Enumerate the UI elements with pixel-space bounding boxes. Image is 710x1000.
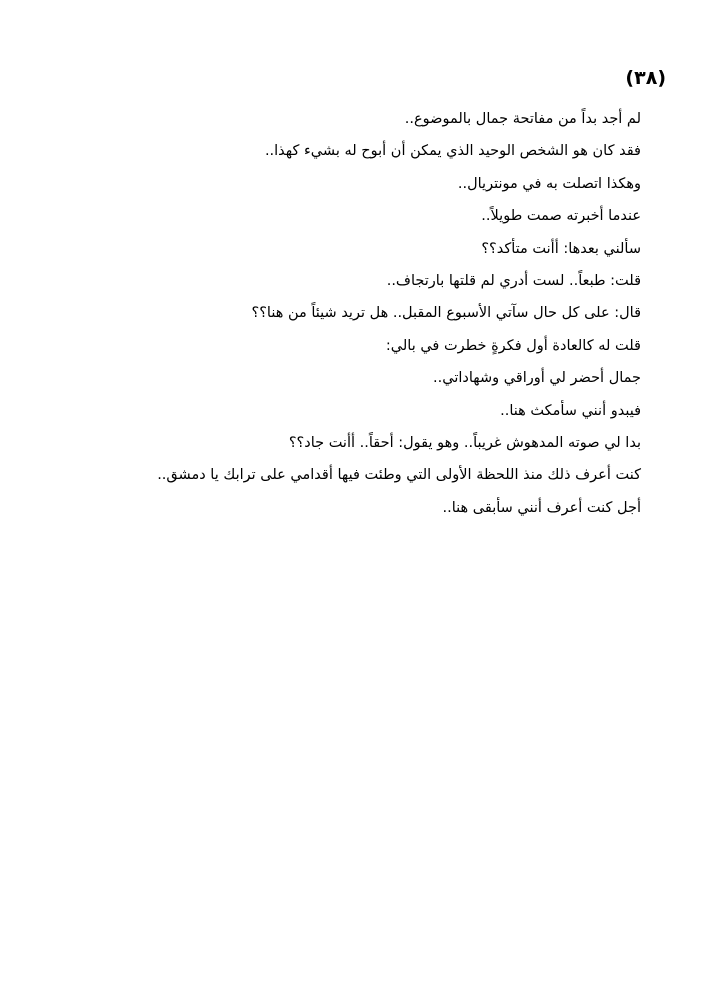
text-line: وهكذا اتصلت به في مونتريال.. [457,175,641,192]
text-line: قلت: طبعاً.. لست أدري لم قلتها بارتجاف.. [386,272,641,289]
text-line: قال: على كل حال سآتي الأسبوع المقبل.. هل تريد شيئاً من هنا؟؟ [251,305,641,322]
text-line: أجل كنت أعرف أنني سأبقى هنا.. [442,499,641,516]
text-line: بدا لي صوته المدهوش غريباً.. وهو يقول: أحقاً.. أأنت جاد؟؟ [288,434,641,451]
page-text [21,103,641,524]
text-line: عندما أخبرته صمت طويلاً.. [481,208,641,225]
text-line: كنت أعرف ذلك منذ اللحظة الأولى التي وطئت فيها أقدامي على ترابك يا دمشق.. [157,467,641,484]
text-line: جمال أحضر لي أوراقي وشهاداتي.. [433,370,641,387]
text-line: سألني بعدها: أأنت متأكد؟؟ [481,240,641,257]
text-line: فقد كان هو الشخص الوحيد الذي يمكن أن أبوح له بشيء كهذا.. [264,143,641,160]
text-line: قلت له كالعادة أول فكرةٍ خطرت في بالي: [385,337,641,354]
page-number: (٣٨) [625,67,666,89]
text-line: لم أجد بداً من مفاتحة جمال بالموضوع.. [404,111,641,127]
text-line: فيبدو أنني سأمكث هنا.. [500,402,641,419]
